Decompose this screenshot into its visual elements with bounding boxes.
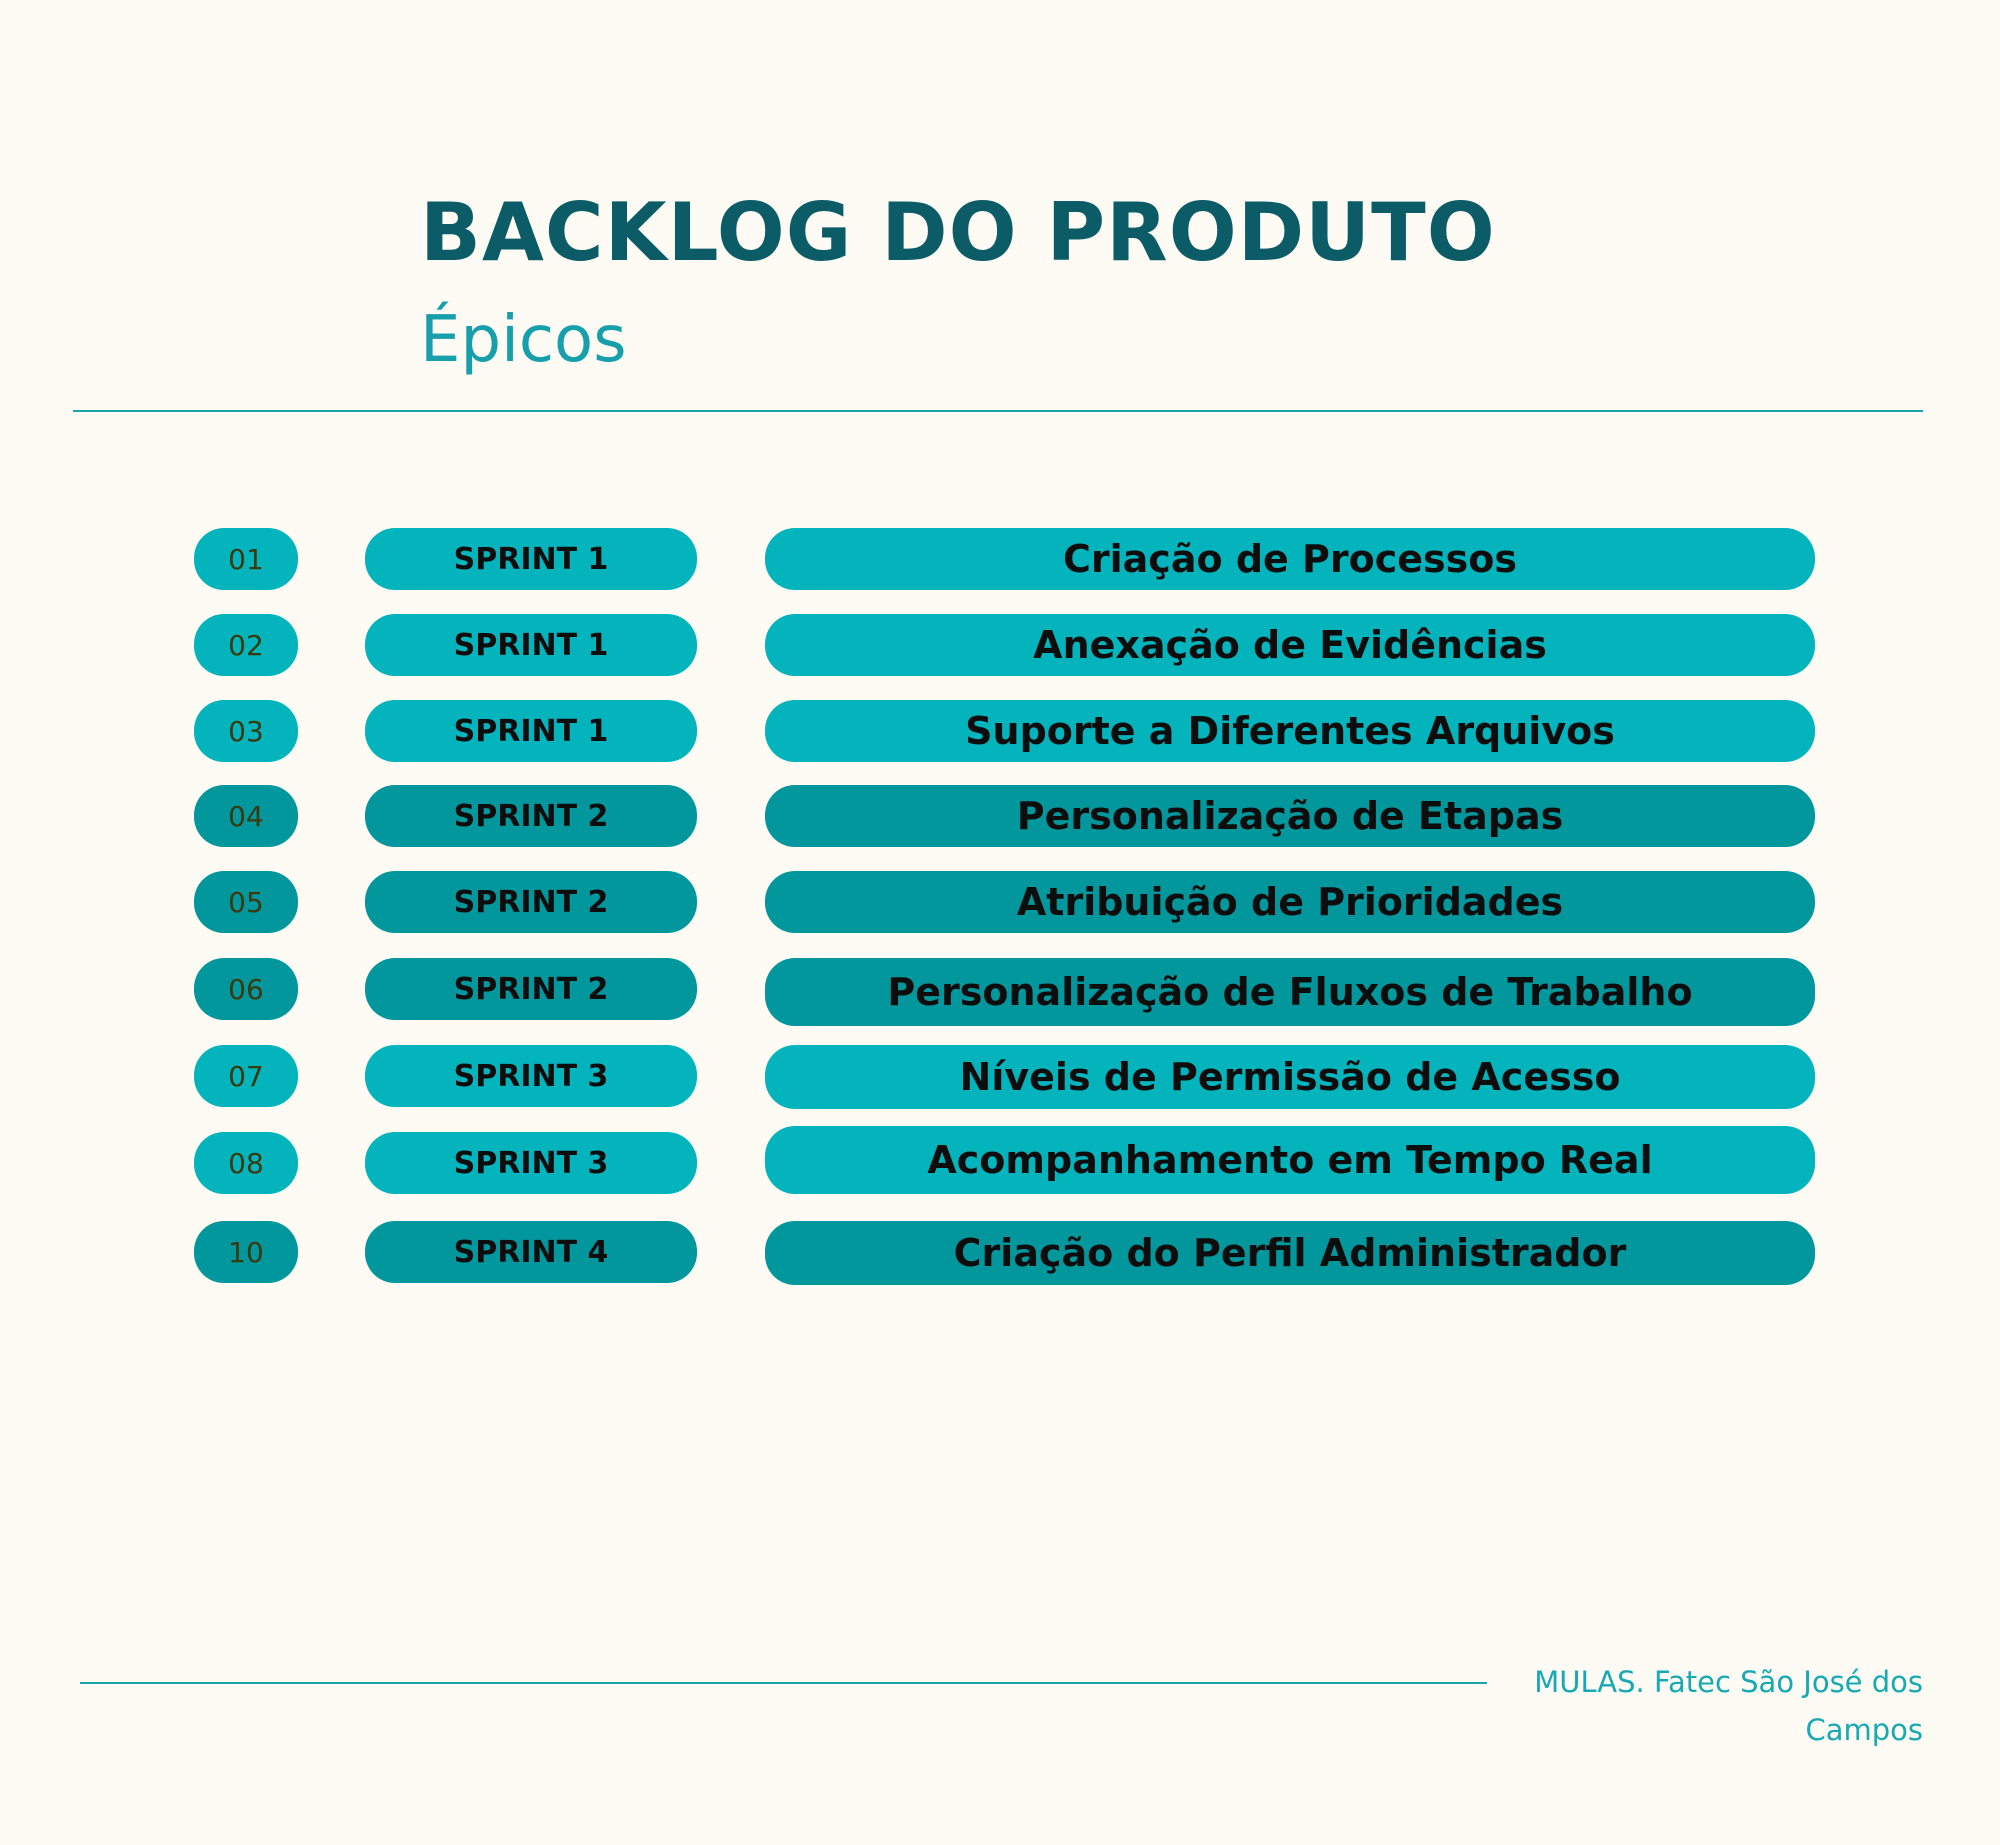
epic-title: Personalização de Fluxos de Trabalho xyxy=(765,958,1815,1026)
sprint-badge: SPRINT 2 xyxy=(365,958,697,1020)
item-number-badge: 07 xyxy=(194,1045,298,1107)
sprint-badge: SPRINT 3 xyxy=(365,1132,697,1194)
sprint-badge: SPRINT 1 xyxy=(365,700,697,762)
footer-divider xyxy=(80,1682,1487,1684)
item-number-badge: 10 xyxy=(194,1221,298,1283)
footer-credit: MULAS. Fatec São José dos Campos xyxy=(1534,1665,1923,1747)
item-number-badge: 01 xyxy=(194,528,298,590)
header-divider xyxy=(73,410,1923,412)
sprint-badge: SPRINT 1 xyxy=(365,614,697,676)
page-title: BACKLOG DO PRODUTO xyxy=(420,186,1496,279)
sprint-badge: SPRINT 3 xyxy=(365,1045,697,1107)
epic-title: Criação do Perfil Administrador xyxy=(765,1221,1815,1285)
item-number-badge: 02 xyxy=(194,614,298,676)
epic-title: Acompanhamento em Tempo Real xyxy=(765,1126,1815,1194)
sprint-badge: SPRINT 1 xyxy=(365,528,697,590)
item-number-badge: 05 xyxy=(194,871,298,933)
epic-title: Anexação de Evidências xyxy=(765,614,1815,676)
epic-title: Suporte a Diferentes Arquivos xyxy=(765,700,1815,762)
sprint-badge: SPRINT 2 xyxy=(365,785,697,847)
sprint-badge: SPRINT 2 xyxy=(365,871,697,933)
item-number-badge: 04 xyxy=(194,785,298,847)
item-number-badge: 06 xyxy=(194,958,298,1020)
item-number-badge: 08 xyxy=(194,1132,298,1194)
item-number-badge: 03 xyxy=(194,700,298,762)
epic-title: Atribuição de Prioridades xyxy=(765,871,1815,933)
epic-title: Personalização de Etapas xyxy=(765,785,1815,847)
epic-title: Criação de Processos xyxy=(765,528,1815,590)
page-subtitle: Épicos xyxy=(420,303,627,377)
sprint-badge: SPRINT 4 xyxy=(365,1221,697,1283)
epic-title: Níveis de Permissão de Acesso xyxy=(765,1045,1815,1109)
